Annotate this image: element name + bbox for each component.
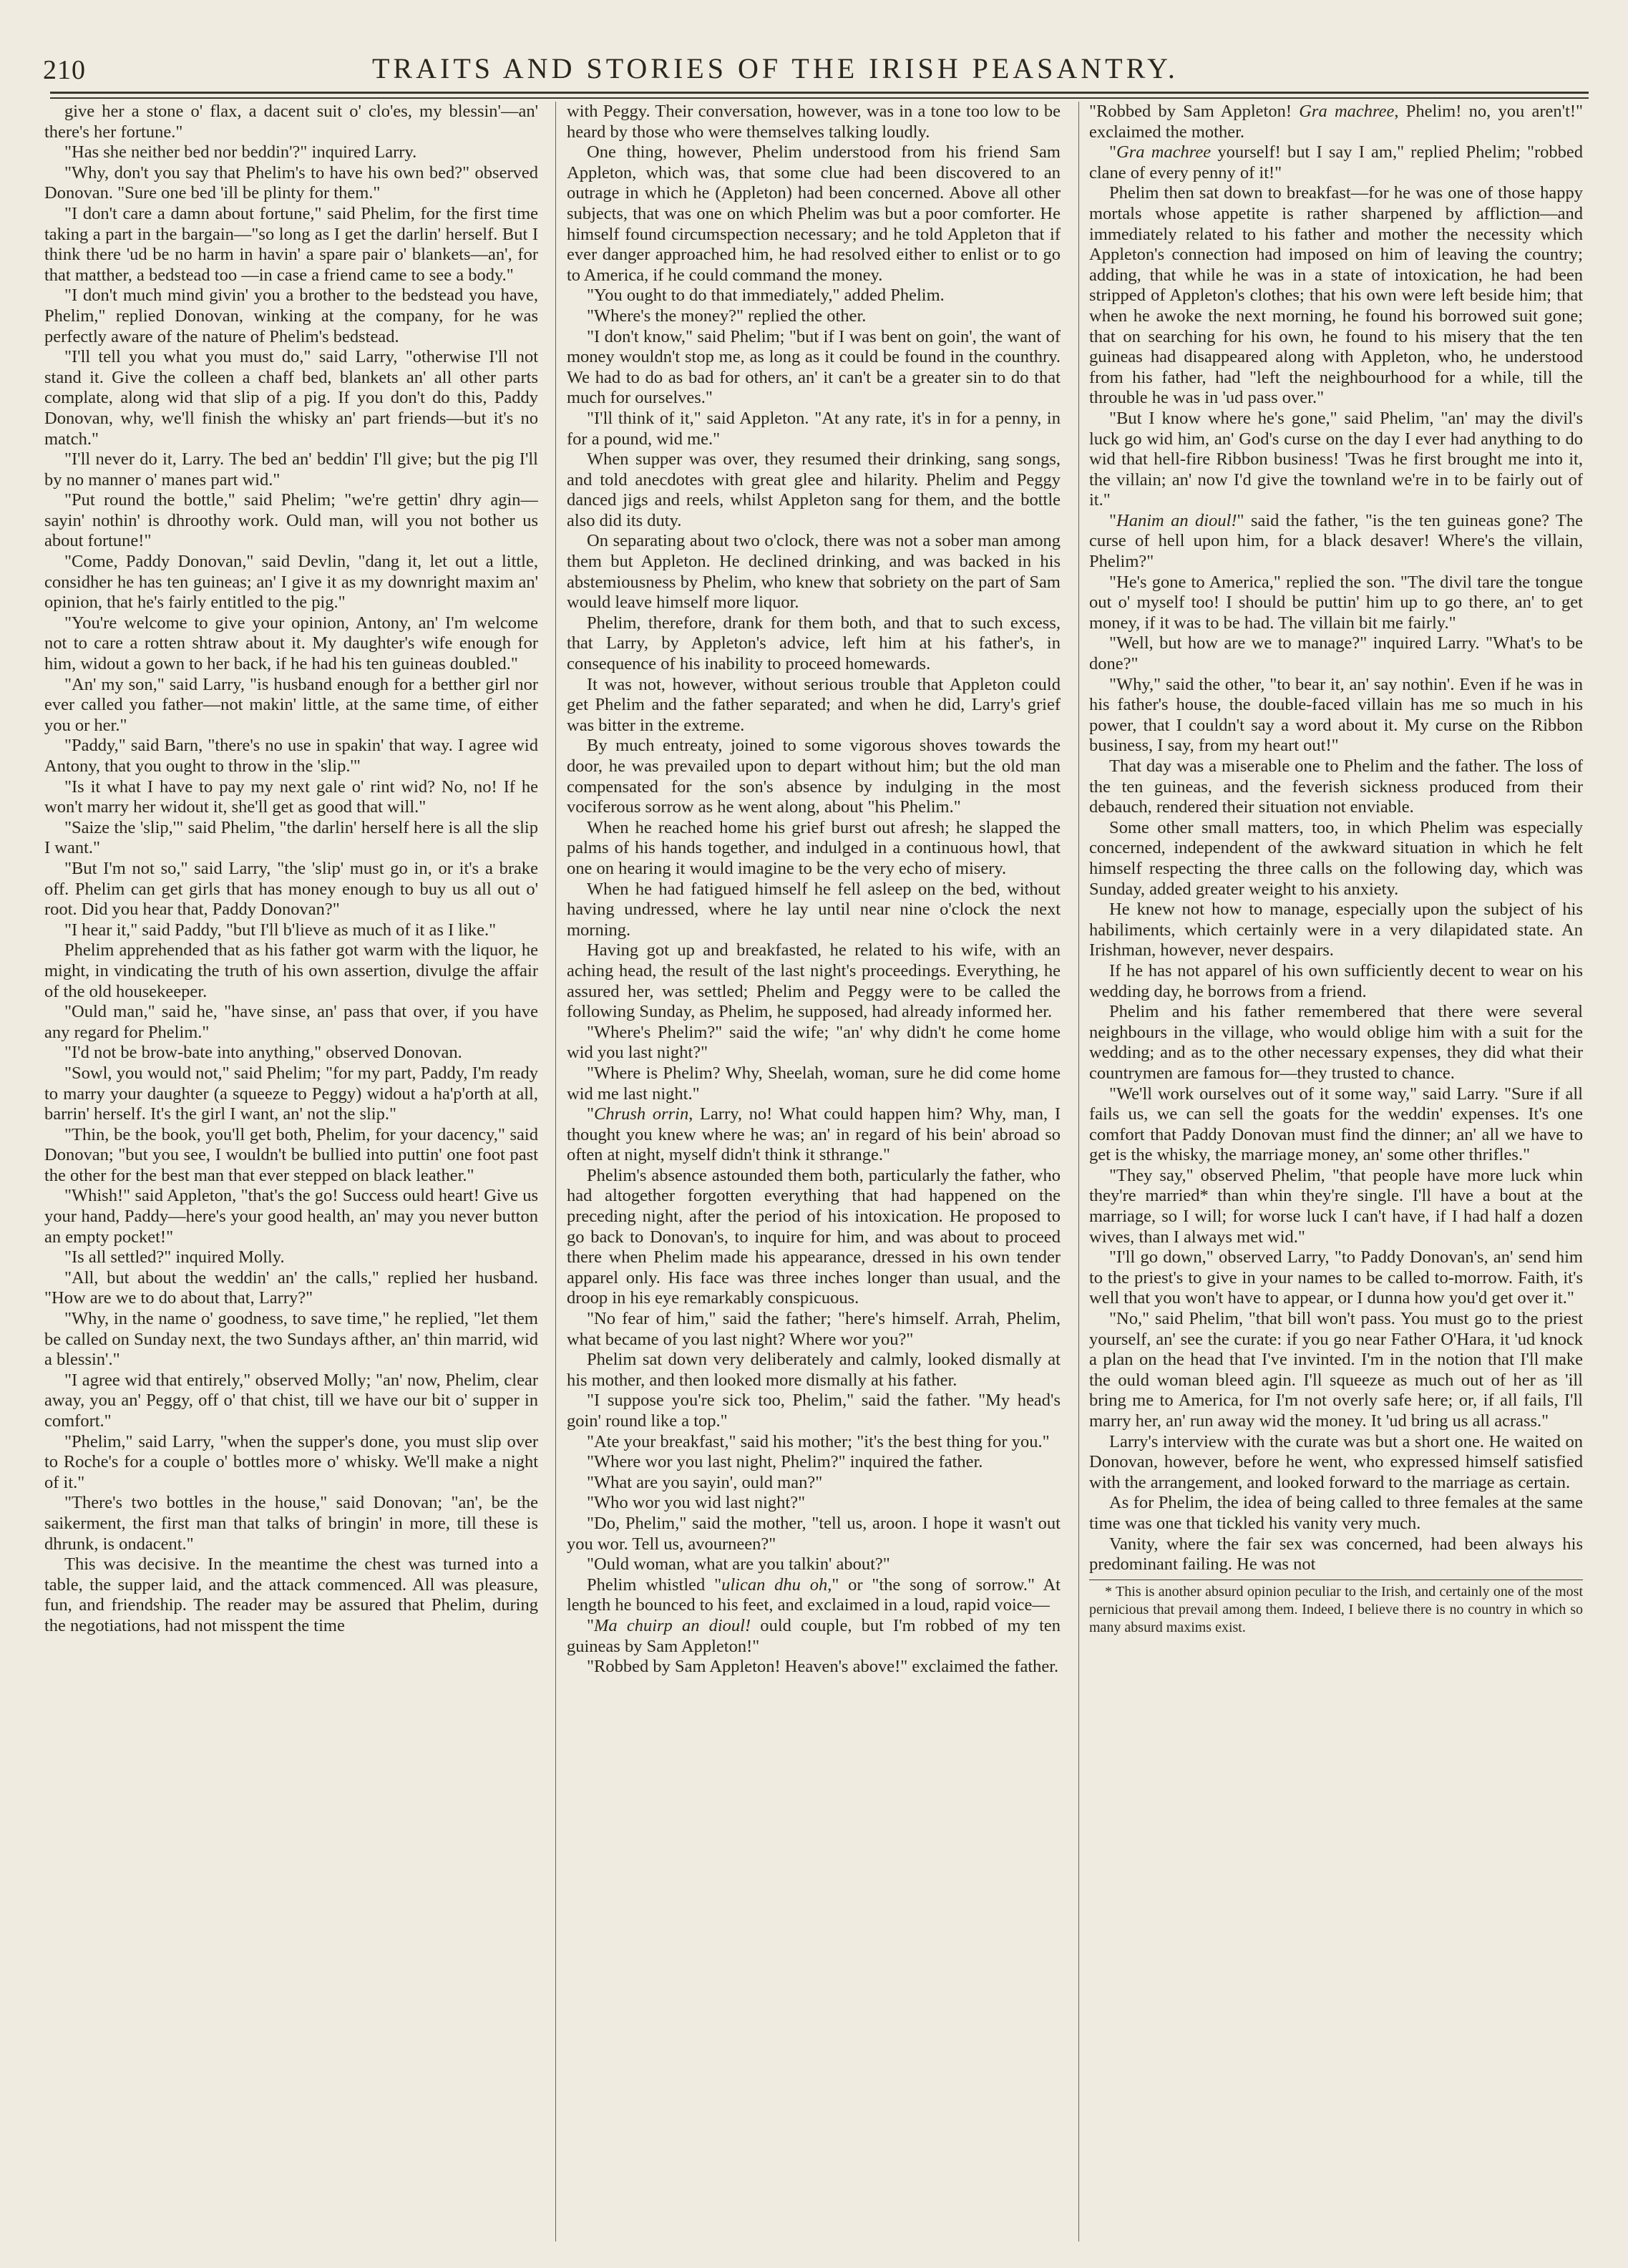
paragraph: "Chrush orrin, Larry, no! What could happen him? Why, man, I thought you knew where he was; an' in regard of his bein' abroad so often at night, myself didn't think it sthrange." <box>567 1104 1061 1165</box>
paragraph: "Well, but how are we to manage?" inquired Larry. "What's to be done?" <box>1089 633 1583 674</box>
paragraph: "Ate your breakfast," said his mother; "it's the best thing for you." <box>587 1431 1050 1451</box>
paragraph: "Has she neither bed nor beddin'?" inquired Larry. <box>64 142 417 162</box>
paragraph: When supper was over, they resumed their drinking, sang songs, and told anecdotes with great glee and hilarity. Phelim and Peggy danced jigs and reels, whilst Appleton sang for them, and the bottle also did its duty. <box>567 449 1061 530</box>
paragraph: "They say," observed Phelim, "that people have more luck whin they're married* than whin they're single. I'll have a bout at the marriage, so I will; for worse luck I can't have, if I had half a dozen wives, than I always met wid." <box>1089 1165 1583 1247</box>
paragraph: "I'll think of it," said Appleton. "At any rate, it's in for a penny, in for a pound, wid me." <box>567 408 1061 449</box>
paragraph: Phelim apprehended that as his father got warm with the liquor, he might, in vindicating the truth of his own assertion, divulge the affair of the old housekeeper. <box>44 940 538 1001</box>
paragraph: "But I'm not so," said Larry, "the 'slip' must go in, or it's a brake off. Phelim can get girls that has money enough to buy us all out o' root. Did you hear that, Paddy Donovan?" <box>44 858 538 920</box>
paragraph: "I don't know," said Phelim; "but if I was bent on goin', the want of money wouldn't stop me, as long as it could be found in the counthry. We had to do as bad for others, an' it can't be a greater sin to do that much for ourselves." <box>567 326 1061 408</box>
paragraph: "We'll work ourselves out of it some way," said Larry. "Sure if all fails us, we can sell the goats for the weddin' expenses. It's one comfort that Paddy Donovan must find the dinner; an' all we have to get is the whisky, the marriage money, an' some other thrifles." <box>1089 1084 1583 1165</box>
column-divider <box>555 102 556 2242</box>
paragraph: "Where is Phelim? Why, Sheelah, woman, sure he did come home wid me last night." <box>567 1063 1061 1104</box>
footnote-text: * This is another absurd opinion peculiar to the Irish, and certainly one of the most pernicious that prevail among them. Indeed, I believe there is no country in which so many absurd maxims exist. <box>1089 1583 1583 1635</box>
paragraph: "All, but about the weddin' an' the calls," replied her husband. "How are we to do about that, Larry?" <box>44 1267 538 1308</box>
paragraph: "You're welcome to give your opinion, Antony, an' I'm welcome not to care a rotten shtraw about it. My daughter's wife enough for him, widout a gown to her back, if he had his ten guineas doubled." <box>44 613 538 674</box>
paragraph: "Come, Paddy Donovan," said Devlin, "dang it, let out a little, considher he has ten guineas; an' I give it as my downright maxim an' opinion, that he's fairly entitled to the pig." <box>44 552 538 613</box>
paragraph: "Gra machree yourself! but I say I am," replied Phelim; "robbed clane of every penny of it!" <box>1089 142 1583 182</box>
page-number: 210 <box>43 55 86 85</box>
paragraph: "Ould man," said he, "have sinse, an' pass that over, if you have any regard for Phelim." <box>44 1002 538 1042</box>
paragraph: Larry's interview with the curate was but a short one. He waited on Donovan, however, before he went, who expressed himself satisfied with the arrangement, and looked forward to the marriage as certain. <box>1089 1431 1583 1492</box>
header-rule <box>50 92 1589 94</box>
footnote <box>1089 1580 1583 1637</box>
paragraph: "I'll never do it, Larry. The bed an' beddin' I'll give; but the pig I'll by no manner o' manes part wid." <box>44 449 538 490</box>
paragraph: "I don't care a damn about fortune," said Phelim, for the first time taking a part in the bargain—"so long as I get the darlin' herself. But I think there 'ud be no harm in havin' a spare pair o' blankets—an', for that matther, a bedstead too —in case a friend came to see a body." <box>44 203 538 285</box>
text-column-1 <box>44 102 538 2245</box>
paragraph: "What are you sayin', ould man?" <box>587 1472 823 1492</box>
paragraph: "Put round the bottle," said Phelim; "we're gettin' dhry agin—sayin' nothin' is dhroothy work. Ould man, will you not bother us about fortune!" <box>44 490 538 551</box>
paragraph: Phelim's absence astounded them both, particularly the father, who had altogether forgotten everything that had happened on the preceding night, after the period of his intoxication. He proposed to go back to Donovan's, to inquire for him, and was about to proceed there when Phelim made his appearance, dressed in his own tender apparel only. His face was three inches longer than usual, and the droop in his eye remarkably conspicuous. <box>567 1165 1061 1308</box>
paragraph: "Why, in the name o' goodness, to save time," he replied, "let them be called on Sunday next, the two Sundays afther, an' thin marrid, wid a blessin'." <box>44 1309 538 1370</box>
paragraph: "I suppose you're sick too, Phelim," said the father. "My head's goin' round like a top." <box>567 1391 1061 1431</box>
paragraph: "Phelim," said Larry, "when the supper's done, you must slip over to Roche's for a couple o' bottles more o' whisky. We'll make a night of it." <box>44 1431 538 1492</box>
paragraph: "I'll tell you what you must do," said Larry, "otherwise I'll not stand it. Give the colleen a chaff bed, blankets an' all other parts complate, along wid that slip of a pig. If you don't do this, Paddy Donovan, why, we'll finish the whisky an' part friends—but it's no match." <box>44 347 538 449</box>
paragraph: "I hear it," said Paddy, "but I'll b'lieve as much of it as I like." <box>64 920 497 940</box>
text-column-3 <box>1089 102 1583 2245</box>
paragraph: Phelim, therefore, drank for them both, and that to such excess, that Larry, by Appleton's advice, left him at his father's, in consequence of his inability to proceed homewards. <box>567 613 1061 674</box>
paragraph: "Where's the money?" replied the other. <box>587 306 867 326</box>
paragraph: "I'd not be brow-bate into anything," observed Donovan. <box>64 1043 462 1063</box>
paragraph: "I agree wid that entirely," observed Molly; "an' now, Phelim, clear away, you an' Peggy, off o' that chist, till we have our bit o' supper in comfort." <box>44 1370 538 1431</box>
paragraph: Phelim and his father remembered that there were several neighbours in the village, who would oblige him with a suit for the wedding; and as to the other necessary expenses, they did what their countrymen are famous for—they trusted to chance. <box>1089 1002 1583 1083</box>
paragraph: "Who wor you wid last night?" <box>587 1493 806 1513</box>
paragraph: "Whish!" said Appleton, "that's the go! Success ould heart! Give us your hand, Paddy—here's your good health, an' may you never button an empty pocket!" <box>44 1186 538 1247</box>
paragraph: "Where wor you last night, Phelim?" inquired the father. <box>587 1452 983 1472</box>
running-head-title: TRAITS AND STORIES OF THE IRISH PEASANTRY. <box>372 52 1179 84</box>
paragraph: That day was a miserable one to Phelim and the father. The loss of the ten guineas, and the feverish sickness produced from their debauch, rendered their situation not enviable. <box>1089 756 1583 817</box>
paragraph: "Saize the 'slip,'" said Phelim, "the darlin' herself here is all the slip I want." <box>44 817 538 858</box>
paragraph: "I'll go down," observed Larry, "to Paddy Donovan's, an' send him to the priest's to give in your names to be called to-morrow. Faith, it's well that you won't have to appear, or I dunna how you'd get over it." <box>1089 1247 1583 1308</box>
paragraph: "An' my son," said Larry, "is husband enough for a betther girl nor ever called you father—not makin' little, at the same time, of either you or her." <box>44 674 538 735</box>
paragraph: If he has not apparel of his own sufficiently decent to wear on his wedding day, he borrows from a friend. <box>1089 960 1583 1001</box>
header-rule-thin <box>50 97 1589 99</box>
paragraph: "I don't much mind givin' you a brother to the bedstead you have, Phelim," replied Donovan, winking at the company, for he was perfectly aware of the nature of Phelim's bedstead. <box>44 286 538 346</box>
paragraph: "He's gone to America," replied the son. "The divil tare the tongue out o' myself too! I should be puttin' him up to go there, an' to get money, if it was to be had. The villain bit me fairly." <box>1089 572 1583 633</box>
paragraph: It was not, however, without serious trouble that Appleton could get Phelim and the father separated; and when he did, Larry's grief was bitter in the extreme. <box>567 674 1061 735</box>
column-divider <box>1078 102 1079 2242</box>
paragraph: Phelim then sat down to breakfast—for he was one of those happy mortals whose appetite is rather sharpened by affliction—and immediately related to his father and mother the necessity which Appleton's connection had imposed on him of leaving the country; adding, that while he was in a state of intoxication, he had been stripped of Appleton's clothes; that his own were left beside him; that when he awoke the next morning, he found his borrowed suit gone; that on searching for his own, he found to his misery that the ten guineas had disappeared along with Appleton, who, he understood from his father, had "left the neighbourhood for a while, till the throuble he was in 'ud pass over." <box>1089 183 1583 408</box>
paragraph: Some other small matters, too, in which Phelim was especially concerned, independent of the awkward situation in which he felt himself respecting the three calls on the following day, which was Sunday, added greater weight to his anxiety. <box>1089 817 1583 899</box>
paragraph: "Why," said the other, "to bear it, an' say nothin'. Even if he was in his father's house, the double-faced villain has me so much in his power, that I couldn't say a word about it. My curse on the Ribbon business, I say, from my heart out!" <box>1089 674 1583 756</box>
paragraph: "Ma chuirp an dioul! ould couple, but I'm robbed of my ten guineas by Sam Appleton!" <box>567 1615 1061 1656</box>
paragraph: "Is all settled?" inquired Molly. <box>64 1247 285 1267</box>
paragraph: He knew not how to manage, especially upon the subject of his habiliments, which certainly were in a very dilapidated state. An Irishman, however, never despairs. <box>1089 900 1583 960</box>
paragraph: "There's two bottles in the house," said Donovan; "an', be the saikerment, the first man that talks of bringin' in more, till these is dhrunk, is ondacent." <box>44 1493 538 1554</box>
paragraph: give her a stone o' flax, a dacent suit o' clo'es, my blessin'—an' there's her fortune." <box>44 102 538 142</box>
paragraph: Vanity, where the fair sex was concerned, had been always his predominant failing. He was not <box>1089 1534 1583 1575</box>
paragraph: "Is it what I have to pay my next gale o' rint wid? No, no! If he won't marry her widout it, she'll get as good that will." <box>44 777 538 817</box>
paragraph: "Where's Phelim?" said the wife; "an' why didn't he come home wid you last night?" <box>567 1022 1061 1063</box>
paragraph: Phelim sat down very deliberately and calmly, looked dismally at his mother, and then looked more dismally at his father. <box>567 1350 1061 1390</box>
paragraph: Phelim whistled "ulican dhu oh," or "the song of sorrow." At length he bounced to his feet, and exclaimed in a loud, rapid voice— <box>567 1575 1061 1615</box>
paragraph: As for Phelim, the idea of being called to three females at the same time was one that tickled his vanity very much. <box>1089 1493 1583 1533</box>
paragraph: "No fear of him," said the father; "here's himself. Arrah, Phelim, what became of you last night? Where wor you?" <box>567 1309 1061 1349</box>
paragraph: with Peggy. Their conversation, however, was in a tone too low to be heard by those who were themselves talking loudly. <box>567 102 1061 142</box>
paragraph: "No," said Phelim, "that bill won't pass. You must go to the priest yourself, an' see the curate: if you go near Father O'Hara, it 'ud knock a plan on the head that I've invinted. I'm in the notion that I'll make the ould woman bleed agin. I'll squeeze as much out of her as 'ill bring me to America, for I'm not overly safe here; or, if all fails, I'll marry her, an' run away wid the money. It 'ud bring us all acrass." <box>1089 1309 1583 1431</box>
paragraph: "Sowl, you would not," said Phelim; "for my part, Paddy, I'm ready to marry your daughter (a squeeze to Peggy) widout a ha'p'orth at all, barrin' herself. It's the girl I want, an' not the slip." <box>44 1063 538 1124</box>
paragraph: "Robbed by Sam Appleton! Gra machree, Phelim! no, you aren't!" exclaimed the mother. <box>1089 102 1583 142</box>
paragraph: "You ought to do that immediately," added Phelim. <box>587 286 945 306</box>
paragraph: "Why, don't you say that Phelim's to have his own bed?" observed Donovan. "Sure one bed 'ill be plinty for them." <box>44 162 538 203</box>
paragraph: On separating about two o'clock, there was not a sober man among them but Appleton. He declined drinking, and was backed in his abstemiousness by Phelim, who knew that sobriety on the part of Sam would leave himself more liquor. <box>567 531 1061 613</box>
paragraph: When he reached home his grief burst out afresh; he slapped the palms of his hands together, and indulged in a continuous howl, that one on hearing it would imagine to be the very echo of misery. <box>567 817 1061 878</box>
paragraph: "Do, Phelim," said the mother, "tell us, aroon. I hope it wasn't out you wor. Tell us, avourneen?" <box>567 1513 1061 1554</box>
paragraph: By much entreaty, joined to some vigorous shoves towards the door, he was prevailed upon to depart without him; but the old man compensated for the son's absence by indulging in the most vociferous sorrow as he went along, about "his Phelim." <box>567 736 1061 817</box>
paragraph: "Hanim an dioul!" said the father, "is the ten guineas gone? The curse of hell upon him, for a black desaver! Where's the villain, Phelim?" <box>1089 510 1583 572</box>
paragraph: "But I know where he's gone," said Phelim, "an' may the divil's luck go wid him, an' God's curse on the day I ever had anything to do wid that hell-fire Ribbon business! 'Twas he first brought me into it, the villain; an' now I'd give the townland we're in to be fairly out of it." <box>1089 408 1583 510</box>
paragraph: "Thin, be the book, you'll get both, Phelim, for your dacency," said Donovan; "but you see, I wouldn't be bullied into puttin' one foot past the other for the best man that ever stepped on black leather." <box>44 1124 538 1185</box>
paragraph: "Robbed by Sam Appleton! Heaven's above!" exclaimed the father. <box>587 1657 1059 1677</box>
paragraph: "Ould woman, what are you talkin' about?" <box>587 1554 890 1575</box>
paragraph: Having got up and breakfasted, he related to his wife, with an aching head, the result of the last night's proceedings. Everything, he assured her, was settled; Phelim and Peggy were to be called the following Sunday, as Phelim, he supposed, had already informed her. <box>567 940 1061 1022</box>
paragraph: One thing, however, Phelim understood from his friend Sam Appleton, which was, that some clue had been discovered to an outrage in which he (Appleton) had been concerned. Above all other subjects, that was one on which Phelim was but a poor comforter. He himself found circumspection necessary; and he told Appleton that if ever danger approached him, he had resolved either to enlist or to go to America, if he could command the money. <box>567 142 1061 285</box>
text-column-2 <box>567 102 1061 2245</box>
paragraph: This was decisive. In the meantime the chest was turned into a table, the supper laid, and the attack commenced. All was pleasure, fun, and friendship. The reader may be assured that Phelim, during the negotiations, had not misspent the time <box>44 1554 538 1635</box>
paragraph: "Paddy," said Barn, "there's no use in spakin' that way. I agree wid Antony, that you ought to throw in the 'slip.'" <box>44 736 538 776</box>
paragraph: When he had fatigued himself he fell asleep on the bed, without having undressed, where he lay until near nine o'clock the next morning. <box>567 879 1061 940</box>
